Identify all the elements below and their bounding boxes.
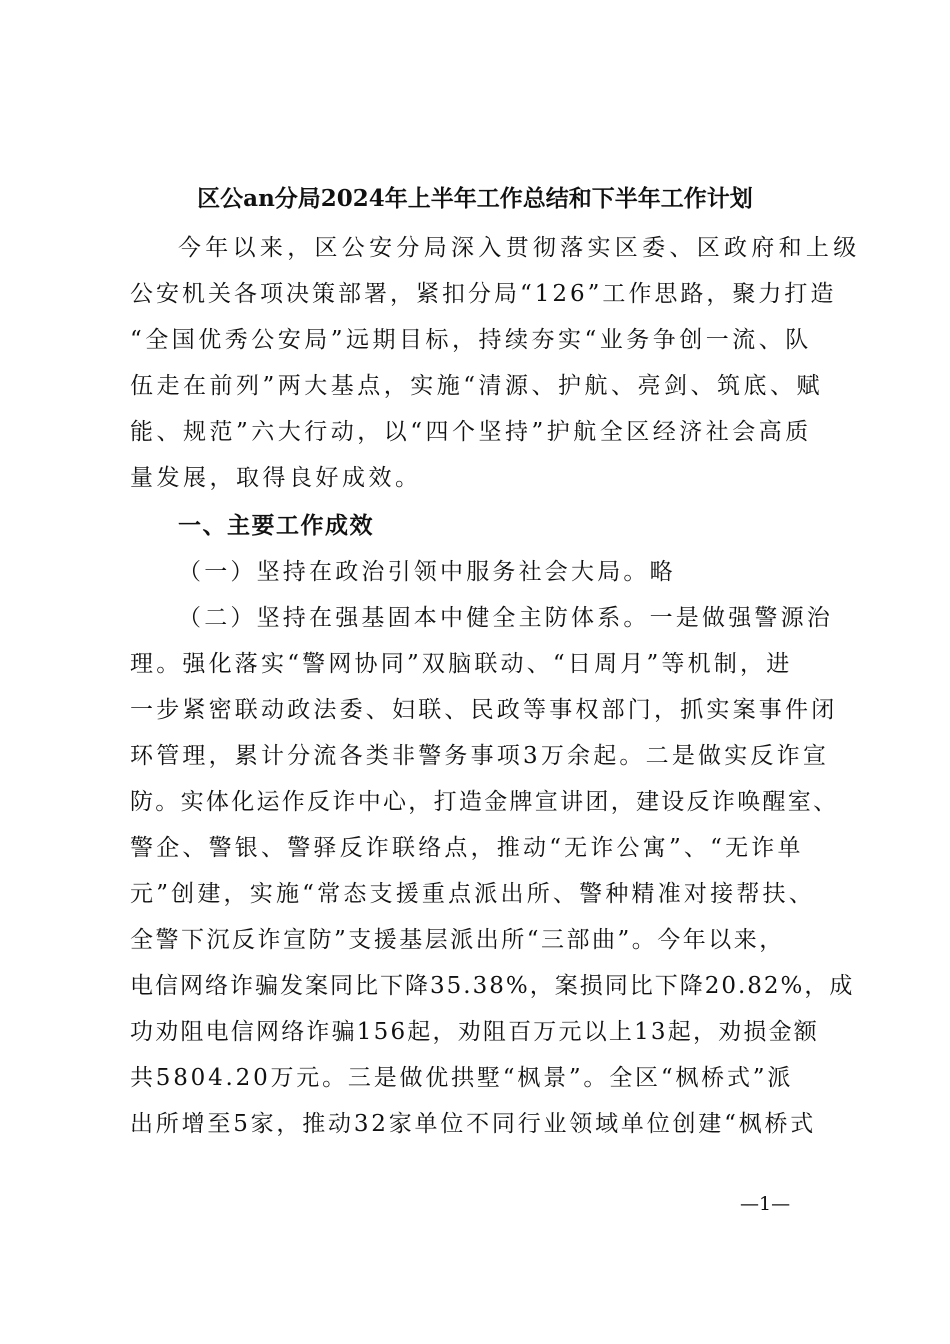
paragraph-line: 一步紧密联动政法委、妇联、民政等事权部门，抓实案事件闭 (130, 697, 838, 723)
paragraph-line: “全国优秀公安局”远期目标，持续夯实“业务争创一流、队 (130, 327, 812, 353)
paragraph-line: 公安机关各项决策部署，紧扣分局“126”工作思路，聚力打造 (130, 281, 837, 307)
paragraph-line: 出所增至5家，推动32家单位不同行业领域单位创建“枫桥式 (130, 1111, 817, 1137)
paragraph-line: 今年以来，区公安分局深入贯彻落实区委、区政府和上级 (178, 235, 861, 261)
document-title: 区公an分局2024年上半年工作总结和下半年工作计划 (197, 185, 753, 212)
paragraph-line: 全警下沉反诈宣防”支援基层派出所“三部曲”。今年以来， (130, 927, 785, 953)
paragraph-line: 元”创建，实施“常态支援重点派出所、警种精准对接帮扶、 (130, 881, 815, 907)
paragraph-line: 共5804.20万元。三是做优拱墅“枫景”。全区“枫桥式”派 (130, 1065, 794, 1091)
subsection-line: （一）坚持在政治引领中服务社会大局。略 (178, 559, 676, 585)
paragraph-line: 电信网络诈骗发案同比下降35.38%，案损同比下降20.82%，成 (130, 973, 855, 999)
paragraph-line: 量发展，取得良好成效。 (130, 465, 422, 491)
page-number: —1— (740, 1193, 791, 1215)
paragraph-line: 理。强化落实“警网协同”双脑联动、“日周月”等机制，进 (130, 651, 793, 677)
paragraph-line: 功劝阻电信网络诈骗156起，劝阻百万元以上13起，劝损金额 (130, 1019, 819, 1045)
section-heading: 一、主要工作成效 (178, 513, 374, 539)
paragraph-line: 警企、警银、警驿反诈联络点，推动“无诈公寓”、“无诈单 (130, 835, 804, 861)
paragraph-line: 能、规范”六大行动，以“四个坚持”护航全区经济社会高质 (130, 419, 812, 445)
paragraph-line: 环管理，累计分流各类非警务事项3万余起。二是做实反诈宣 (130, 743, 830, 769)
paragraph-line: 防。实体化运作反诈中心，打造金牌宣讲团，建设反诈唤醒室、 (130, 789, 839, 815)
paragraph-line: （二）坚持在强基固本中健全主防体系。一是做强警源治 (178, 605, 833, 631)
paragraph-line: 伍走在前列”两大基点，实施“清源、护航、亮剑、筑底、赋 (130, 373, 824, 399)
